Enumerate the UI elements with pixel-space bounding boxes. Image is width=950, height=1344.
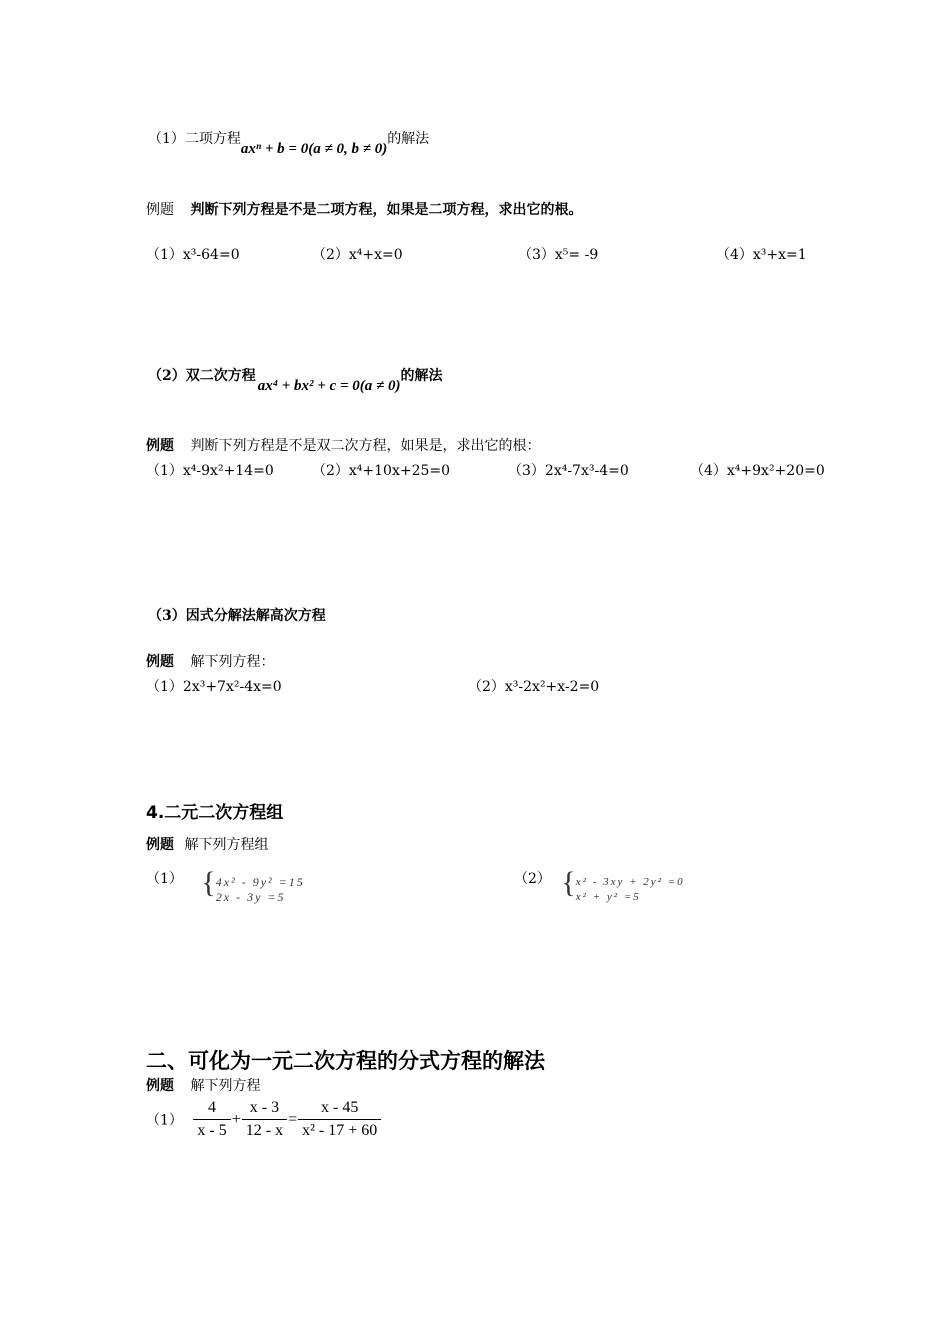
fraction-3-denominator: x² - 17 + 60	[298, 1119, 381, 1140]
fraction-1	[193, 1099, 230, 1140]
part2-title: 二、可化为一元二次方程的分式方程的解法	[146, 1049, 545, 1073]
sec1-item-1: （1）x³-64=0	[146, 247, 240, 263]
sec3-title: （3）因式分解法解高次方程	[148, 608, 326, 624]
example-text: 判断下列方程是不是双二次方程，如果是，求出它的根：	[190, 438, 541, 454]
left-brace: {	[201, 866, 216, 899]
sec1-item-2: （2）x⁴+x=0	[312, 247, 403, 263]
sec3-item-2: （2）x³-2x²+x-2=0	[468, 679, 600, 695]
sec1-item-3: （3）x⁵= -9	[518, 247, 599, 263]
sec1-heading	[148, 128, 430, 157]
part2-example	[146, 1075, 260, 1095]
fraction-2	[242, 1099, 287, 1140]
equation-system-1	[146, 868, 305, 905]
example-label: 例题	[146, 837, 174, 853]
sec4-example	[146, 834, 268, 854]
example-label: 例题	[146, 654, 174, 670]
example-label: 例题	[146, 1078, 174, 1094]
fraction-equation	[146, 1099, 381, 1140]
equation-label: （1）	[146, 1112, 183, 1129]
fraction-3	[298, 1099, 381, 1140]
system-equations	[216, 875, 305, 905]
sec1-prefix: （1）二项方程	[148, 131, 241, 147]
sec4-title: 4.二元二次方程组	[146, 803, 284, 823]
sec2-item-2: （2）x⁴+10x+25=0	[312, 463, 451, 479]
plus-sign: +	[231, 1110, 241, 1128]
system-eq-2: x² + y² =5	[575, 891, 641, 903]
sec2-prefix: （2）双二次方程	[148, 368, 256, 384]
fraction-1-denominator: x - 5	[193, 1119, 230, 1140]
sec2-item-1: （1）x⁴-9x²+14=0	[146, 463, 274, 479]
sec2-item-3: （3）2x⁴-7x³-4=0	[508, 463, 629, 479]
equation-system-2	[514, 868, 685, 905]
left-brace: {	[561, 866, 576, 899]
sec1-suffix: 的解法	[387, 131, 430, 147]
example-text: 判断下列方程是不是二项方程，如果是二项方程，求出它的根。	[190, 202, 583, 218]
sec1-item-4: （4）x³+x=1	[716, 247, 807, 263]
system-equations	[576, 875, 685, 905]
fraction-2-numerator: x - 3	[249, 1099, 280, 1116]
system-eq-1: 4x² - 9y² =15	[215, 875, 305, 889]
example-label: 例题	[146, 438, 174, 454]
system-eq-1: x² - 3xy + 2y² =0	[575, 876, 685, 888]
system-eq-2: 2x - 3y =5	[215, 890, 286, 904]
example-label: 例题	[146, 202, 174, 218]
sec2-suffix: 的解法	[400, 368, 443, 384]
system-label: （2）	[514, 871, 551, 887]
example-text: 解下列方程组	[184, 837, 269, 853]
fraction-2-denominator: 12 - x	[242, 1119, 287, 1140]
example-text: 解下列方程：	[190, 654, 275, 670]
sec2-formula: ax⁴ + bx² + c = 0(a ≠ 0)	[257, 378, 401, 394]
sec1-example	[146, 199, 582, 219]
example-text: 解下列方程	[190, 1078, 261, 1094]
sec2-item-4: （4）x⁴+9x²+20=0	[690, 463, 825, 479]
system-label: （1）	[146, 871, 183, 887]
equals-sign: =	[288, 1110, 298, 1128]
sec1-formula: axⁿ + b = 0(a ≠ 0, b ≠ 0)	[240, 141, 388, 157]
fraction-1-numerator: 4	[208, 1099, 217, 1116]
fraction-3-numerator: x - 45	[321, 1099, 359, 1116]
sec3-item-1: （1）2x³+7x²-4x=0	[146, 679, 282, 695]
sec2-heading	[148, 365, 443, 394]
sec2-example	[146, 435, 540, 455]
sec3-example	[146, 651, 274, 671]
